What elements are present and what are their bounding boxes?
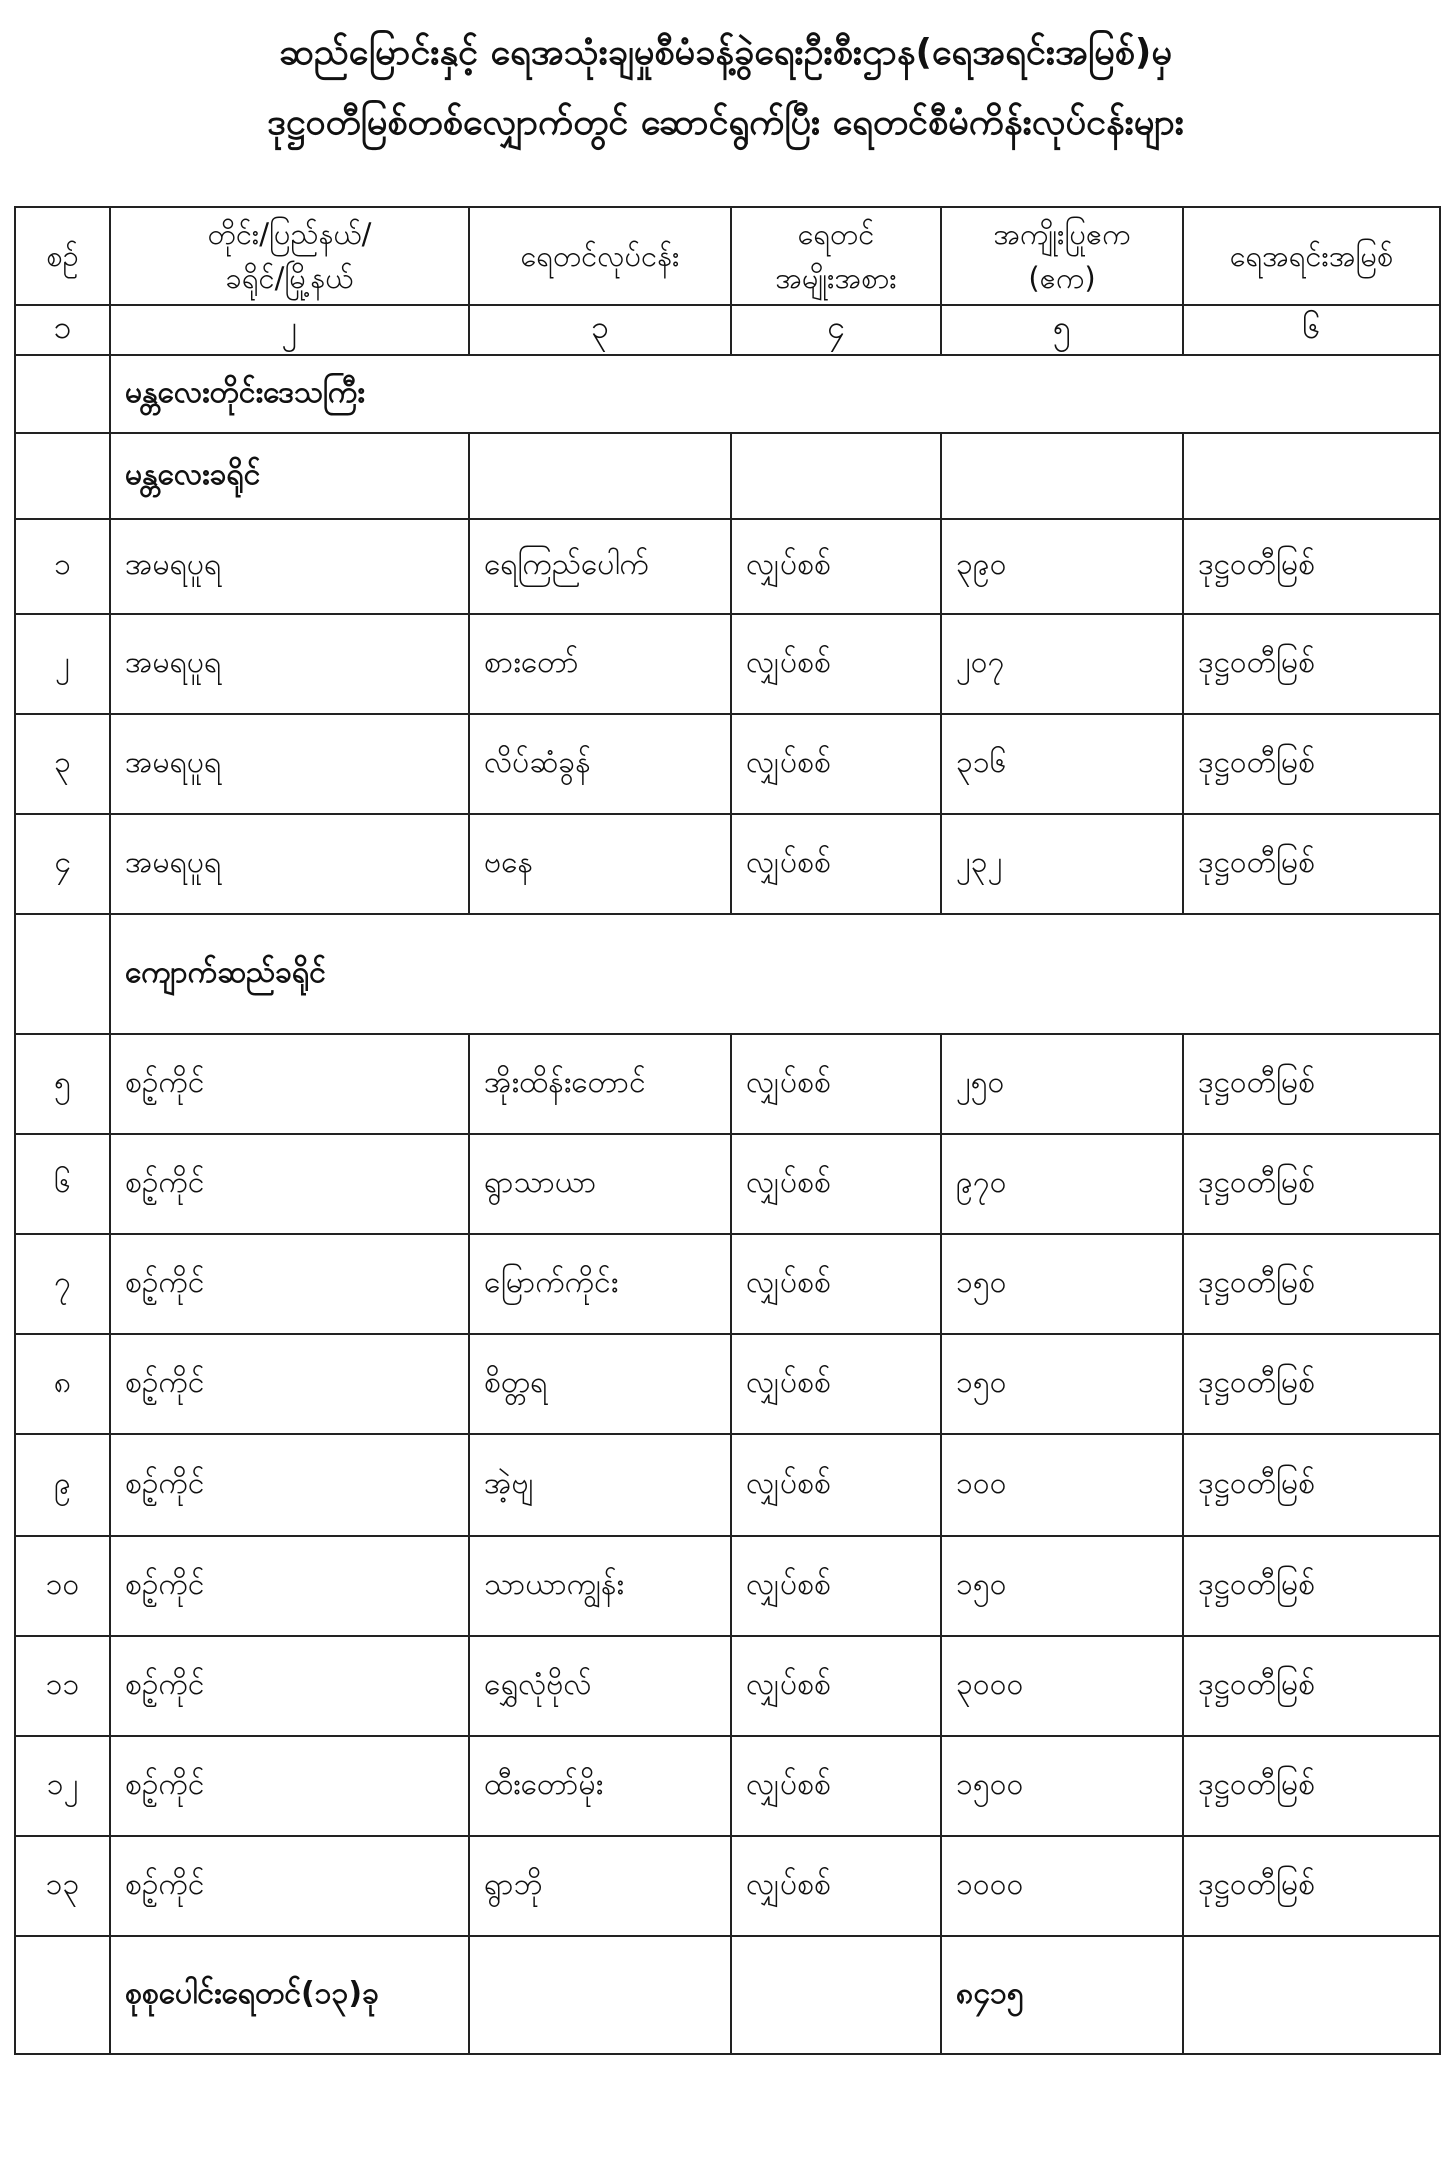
project-name: သာယာကျွန်း (469, 1536, 731, 1636)
table-row (15, 519, 1440, 614)
benefit-acres: ၁၅၀၀ (941, 1736, 1183, 1836)
project-name: စိတ္တရ (469, 1334, 731, 1434)
water-source: ဒုဋ္ဌဝတီမြစ် (1183, 1536, 1440, 1636)
project-name: ဗနေ (469, 814, 731, 914)
benefit-acres: ၃၉၀ (941, 519, 1183, 614)
water-source: ဒုဋ္ဌဝတီမြစ် (1183, 1334, 1440, 1434)
township-name: အမရပူရ (110, 519, 469, 614)
serial-number: ၁၂ (15, 1736, 110, 1836)
township-name: စဉ့်ကိုင် (110, 1836, 469, 1936)
region-name: မန္တလေးတိုင်းဒေသကြီး (110, 355, 1440, 433)
pump-type: လျှပ်စစ် (731, 1234, 941, 1334)
table-row (15, 1636, 1440, 1736)
empty-cell (1183, 433, 1440, 519)
header-row (15, 207, 1440, 305)
project-name: ရွာသာယာ (469, 1134, 731, 1234)
header-serial: စဉ် (15, 207, 110, 305)
project-name: အဲ့ဗျ (469, 1434, 731, 1536)
empty-cell (941, 433, 1183, 519)
township-name: စဉ့်ကိုင် (110, 1636, 469, 1736)
township-name: အမရပူရ (110, 814, 469, 914)
column-number: ၅ (941, 305, 1183, 355)
benefit-acres: ၉၇၀ (941, 1134, 1183, 1234)
district-name: ကျောက်ဆည်ခရိုင် (110, 914, 1440, 1034)
total-row (15, 1936, 1440, 2054)
serial-number: ၅ (15, 1034, 110, 1134)
benefit-acres: ၁၅၀ (941, 1334, 1183, 1434)
township-name: အမရပူရ (110, 714, 469, 814)
water-source: ဒုဋ္ဌဝတီမြစ် (1183, 814, 1440, 914)
region-row (15, 355, 1440, 433)
benefit-acres: ၂၀၇ (941, 614, 1183, 714)
serial-number: ၁၃ (15, 1836, 110, 1936)
empty-cell (1183, 1936, 1440, 2054)
serial-number: ၃ (15, 714, 110, 814)
benefit-acres: ၁၅၀ (941, 1234, 1183, 1334)
benefit-acres: ၂၃၂ (941, 814, 1183, 914)
document-title (0, 18, 1451, 158)
serial-number: ၄ (15, 814, 110, 914)
column-number: ၄ (731, 305, 941, 355)
pump-type: လျှပ်စစ် (731, 519, 941, 614)
township-name: စဉ့်ကိုင် (110, 1134, 469, 1234)
serial-number: ၈ (15, 1334, 110, 1434)
pump-type: လျှပ်စစ် (731, 714, 941, 814)
header-benefit-acres: အကျိုးပြုဧက (ဧက) (941, 207, 1183, 305)
township-name: စဉ့်ကိုင် (110, 1736, 469, 1836)
empty-cell (15, 433, 110, 519)
project-name: စားတော် (469, 614, 731, 714)
benefit-acres: ၁၀၀၀ (941, 1836, 1183, 1936)
township-name: စဉ့်ကိုင် (110, 1536, 469, 1636)
serial-number: ၂ (15, 614, 110, 714)
serial-number: ၁၀ (15, 1536, 110, 1636)
benefit-acres: ၂၅၀ (941, 1034, 1183, 1134)
table-row (15, 1234, 1440, 1334)
total-acres: ၈၄၁၅ (941, 1936, 1183, 2054)
table-row (15, 1334, 1440, 1434)
empty-cell (469, 1936, 731, 2054)
water-source: ဒုဋ္ဌဝတီမြစ် (1183, 1034, 1440, 1134)
water-source: ဒုဋ္ဌဝတီမြစ် (1183, 1836, 1440, 1936)
benefit-acres: ၃၀၀၀ (941, 1636, 1183, 1736)
pump-type: လျှပ်စစ် (731, 814, 941, 914)
serial-number: ၉ (15, 1434, 110, 1536)
project-name: မြောက်ကိုင်း (469, 1234, 731, 1334)
pump-type: လျှပ်စစ် (731, 614, 941, 714)
water-source: ဒုဋ္ဌဝတီမြစ် (1183, 614, 1440, 714)
township-name: အမရပူရ (110, 614, 469, 714)
benefit-acres: ၃၁၆ (941, 714, 1183, 814)
pump-type: လျှပ်စစ် (731, 1536, 941, 1636)
district-name: မန္တလေးခရိုင် (110, 433, 469, 519)
project-name: အိုးထိန်းတောင် (469, 1034, 731, 1134)
header-region-district-township: တိုင်း/ပြည်နယ်/ ခရိုင်/မြို့နယ် (110, 207, 469, 305)
project-name: ထီးတော်မိုး (469, 1736, 731, 1836)
column-number: ၁ (15, 305, 110, 355)
empty-cell (15, 355, 110, 433)
serial-number: ၁ (15, 519, 110, 614)
table-row (15, 1536, 1440, 1636)
table-row (15, 1434, 1440, 1536)
water-source: ဒုဋ္ဌဝတီမြစ် (1183, 1434, 1440, 1536)
table-row (15, 1134, 1440, 1234)
pump-type: လျှပ်စစ် (731, 1736, 941, 1836)
benefit-acres: ၁၅၀ (941, 1536, 1183, 1636)
project-name: လိပ်ဆံခွန် (469, 714, 731, 814)
project-name: ရွာဘို (469, 1836, 731, 1936)
pump-type: လျှပ်စစ် (731, 1636, 941, 1736)
township-name: စဉ့်ကိုင် (110, 1434, 469, 1536)
district-row (15, 433, 1440, 519)
empty-cell (15, 1936, 110, 2054)
water-source: ဒုဋ္ဌဝတီမြစ် (1183, 1134, 1440, 1234)
table-row (15, 714, 1440, 814)
pump-type: လျှပ်စစ် (731, 1334, 941, 1434)
table-row (15, 1736, 1440, 1836)
pump-type: လျှပ်စစ် (731, 1836, 941, 1936)
benefit-acres: ၁၀၀ (941, 1434, 1183, 1536)
empty-cell (15, 914, 110, 1034)
township-name: စဉ့်ကိုင် (110, 1234, 469, 1334)
water-source: ဒုဋ္ဌဝတီမြစ် (1183, 1636, 1440, 1736)
township-name: စဉ့်ကိုင် (110, 1034, 469, 1134)
pump-type: လျှပ်စစ် (731, 1034, 941, 1134)
column-number: ၆ (1183, 305, 1440, 355)
serial-number: ၇ (15, 1234, 110, 1334)
project-name: ရေကြည်ပေါက် (469, 519, 731, 614)
header-water-source: ရေအရင်းအမြစ် (1183, 207, 1440, 305)
water-source: ဒုဋ္ဌဝတီမြစ် (1183, 1736, 1440, 1836)
empty-cell (469, 433, 731, 519)
irrigation-projects-table (14, 206, 1441, 2055)
table-row (15, 1034, 1440, 1134)
table-row (15, 814, 1440, 914)
table-row (15, 1836, 1440, 1936)
header-project: ရေတင်လုပ်ငန်း (469, 207, 731, 305)
pump-type: လျှပ်စစ် (731, 1434, 941, 1536)
table-row (15, 614, 1440, 714)
water-source: ဒုဋ္ဌဝတီမြစ် (1183, 714, 1440, 814)
water-source: ဒုဋ္ဌဝတီမြစ် (1183, 519, 1440, 614)
title-line-1: ဆည်မြောင်းနှင့် ရေအသုံးချမှုစီမံခန့်ခွဲရေးဦးစီးဌာန(ရေအရင်းအမြစ်)မှ (279, 32, 1172, 73)
serial-number: ၆ (15, 1134, 110, 1234)
empty-cell (731, 1936, 941, 2054)
empty-cell (731, 433, 941, 519)
column-number-row (15, 305, 1440, 355)
column-number: ၃ (469, 305, 731, 355)
total-label: စုစုပေါင်းရေတင်(၁၃)ခု (110, 1936, 469, 2054)
district-row (15, 914, 1440, 1034)
header-pump-type: ရေတင် အမျိုးအစား (731, 207, 941, 305)
serial-number: ၁၁ (15, 1636, 110, 1736)
township-name: စဉ့်ကိုင် (110, 1334, 469, 1434)
column-number: ၂ (110, 305, 469, 355)
project-name: ရွှေလုံဗိုလ် (469, 1636, 731, 1736)
water-source: ဒုဋ္ဌဝတီမြစ် (1183, 1234, 1440, 1334)
title-line-2: ဒုဋ္ဌဝတီမြစ်တစ်လျှောက်တွင် ဆောင်ရွက်ပြီး ရေတင်စီမံကိန်းလုပ်ငန်းများ (267, 102, 1184, 143)
pump-type: လျှပ်စစ် (731, 1134, 941, 1234)
